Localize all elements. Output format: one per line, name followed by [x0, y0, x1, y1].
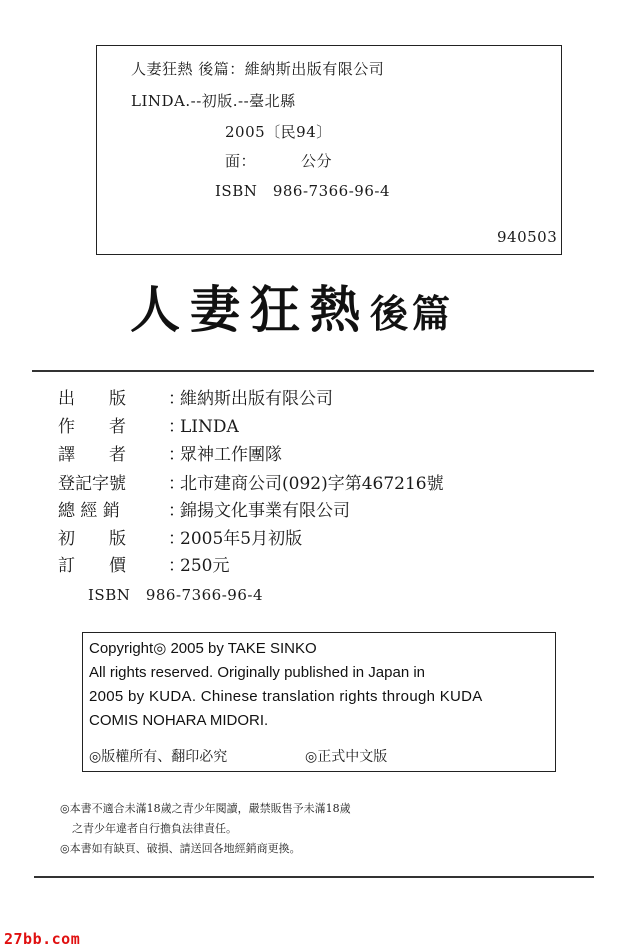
age-restriction-note: ◎本書不適合未滿18歲之青少年閱讀，嚴禁販售予未滿18歲	[60, 802, 351, 815]
info-label: 登記字號	[58, 474, 126, 494]
catalog-pages-label: 面：	[225, 152, 257, 170]
book-title-main: 人妻狂熱	[130, 280, 370, 339]
book-title-sub: 後篇	[370, 291, 455, 336]
catalog-isbn: ISBN 986-7366-96-4	[215, 182, 390, 200]
info-row-distributor: 總 經 銷 ：錦揚文化事業有限公司	[58, 496, 350, 521]
info-label: 作 者	[58, 417, 126, 437]
info-row-publisher: 出 版 ：維納斯出版有限公司	[58, 384, 333, 409]
info-row-price: 訂 價 ：250元	[58, 551, 229, 576]
info-label: 譯 者	[58, 445, 126, 465]
isbn: ISBN 986-7366-96-4	[88, 586, 263, 604]
info-row-author: 作 者 ：LINDA	[58, 412, 239, 437]
copyright-line-4: COMIS NOHARA MIDORI.	[89, 712, 269, 729]
divider-bottom	[34, 876, 594, 878]
info-value: 2005年5月初版	[180, 529, 303, 549]
info-value: LINDA	[180, 417, 239, 437]
official-edition-note: ◎正式中文版	[305, 749, 388, 765]
catalog-code: 940503	[497, 228, 558, 246]
catalog-author-line: LINDA.--初版.--臺北縣	[131, 92, 296, 110]
info-row-edition: 初 版 ：2005年5月初版	[58, 524, 302, 549]
book-title	[130, 270, 454, 342]
info-value: 眾神工作團隊	[180, 445, 282, 465]
info-label: 總 經 銷	[58, 501, 120, 521]
copyright-line-3: 2005 by KUDA. Chinese translation rights through KUDA	[89, 688, 483, 705]
divider-top	[32, 370, 594, 372]
catalog-year-line: 2005〔民94〕	[225, 123, 332, 141]
info-value: 維納斯出版有限公司	[180, 389, 333, 409]
site-watermark: 27bb.com	[4, 930, 81, 948]
info-row-registration: 登記字號 ：北市建商公司(092)字第467216號	[58, 469, 444, 494]
info-value: 250元	[180, 556, 230, 576]
copyright-line-1: Copyright◎ 2005 by TAKE SINKO	[89, 640, 317, 657]
info-value: 北市建商公司(092)字第467216號	[180, 474, 444, 494]
rights-reserved-note: ◎版權所有、翻印必究	[89, 749, 228, 765]
copyright-box	[82, 632, 556, 772]
catalog-size-label: 公分	[301, 152, 333, 170]
copyright-line-2: All rights reserved. Originally published in Japan in	[89, 664, 426, 681]
defect-return-note: ◎本書如有缺頁、破損、請送回各地經銷商更換。	[60, 842, 301, 855]
catalog-box	[96, 45, 562, 255]
info-label: 訂 價	[58, 556, 126, 576]
info-label: 初 版	[58, 529, 126, 549]
info-value: 錦揚文化事業有限公司	[180, 501, 350, 521]
info-label: 出 版	[58, 389, 126, 409]
catalog-title-line: 人妻狂熱 後篇：維納斯出版有限公司	[131, 60, 385, 78]
info-row-translator: 譯 者 ：眾神工作團隊	[58, 440, 282, 465]
age-restriction-note-cont: 之青少年違者自行擔負法律責任。	[72, 822, 237, 835]
